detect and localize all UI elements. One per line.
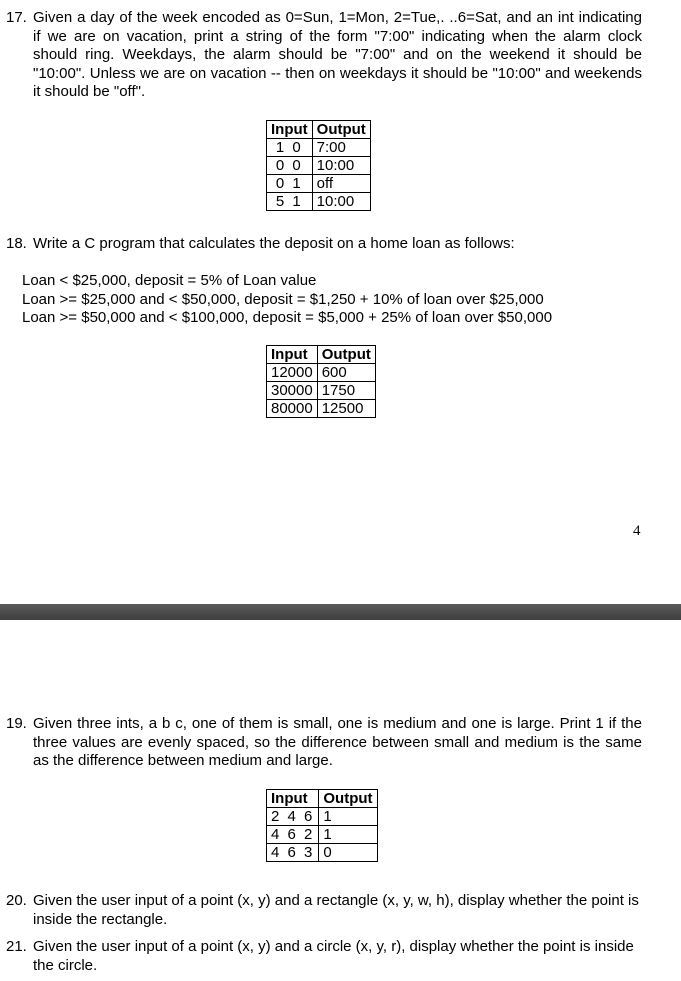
header-input: Input: [267, 790, 319, 808]
cell-input: 30000: [267, 382, 318, 400]
question-number: 19.: [6, 715, 27, 732]
header-input: Input: [267, 346, 318, 364]
table-header-row: [267, 346, 376, 364]
table-row: [267, 193, 371, 211]
cell-input: 4 6 2: [267, 826, 319, 844]
cell-input: 2 4 6: [267, 808, 319, 826]
table-row: [267, 826, 378, 844]
question-text: Write a C program that calculates the deposit on a home loan as follows:: [33, 235, 515, 252]
cell-input: 0 0: [267, 157, 313, 175]
cell-output: 1: [319, 808, 377, 826]
question-20: [6, 892, 642, 929]
table-row: [267, 157, 371, 175]
table-row: [267, 382, 376, 400]
table-header-row: [267, 790, 378, 808]
question-21: [6, 938, 642, 975]
cell-output: 12500: [317, 400, 375, 418]
cell-input: 5 1: [267, 193, 313, 211]
table-row: [267, 400, 376, 418]
question-number: 17.: [6, 9, 27, 26]
cell-input: 80000: [267, 400, 318, 418]
cell-output: off: [312, 175, 370, 193]
cell-output: 10:00: [312, 193, 370, 211]
loan-rule: Loan >= $25,000 and < $50,000, deposit = $1,250 + 10% of loan over $25,000: [22, 290, 544, 308]
table-row: [267, 175, 371, 193]
table-row: [267, 844, 378, 862]
cell-input: 0 1: [267, 175, 313, 193]
cell-output: 7:00: [312, 139, 370, 157]
table-row: [267, 808, 378, 826]
cell-input: 1 0: [267, 139, 313, 157]
header-output: Output: [312, 121, 370, 139]
question-text: Given the user input of a point (x, y) and a circle (x, y, r), display whether the point is inside the circle.: [33, 938, 634, 974]
cell-input: 4 6 3: [267, 844, 319, 862]
question-number: 20.: [6, 892, 27, 909]
question-18: [6, 235, 642, 254]
loan-rule: Loan < $25,000, deposit = 5% of Loan value: [22, 272, 317, 289]
cell-output: 1: [319, 826, 377, 844]
table-row: [267, 364, 376, 382]
question-17: [6, 9, 642, 102]
question-text: Given a day of the week encoded as 0=Sun, 1=Mon, 2=Tue,. ..6=Sat, and an int indicating if we are on vacation, print a string of the form "7:00" indicating when the alarm clock should ring. Weekdays, the alarm should be "7:00" and on the weekend it should be "10:00". Unless we are on vacation -- then on weekdays it should be "10:00" and weekends it should be "off".: [33, 9, 642, 100]
io-table-17: [266, 120, 371, 211]
cell-output: 10:00: [312, 157, 370, 175]
table-row: [267, 139, 371, 157]
question-text: Given three ints, a b c, one of them is small, one is medium and one is large. Print 1 if the three values are evenly spaced, so the difference between small and medium is the same as the difference between medium and large.: [33, 715, 642, 769]
header-output: Output: [317, 346, 375, 364]
header-input: Input: [267, 121, 313, 139]
cell-input: 12000: [267, 364, 318, 382]
table-header-row: [267, 121, 371, 139]
loan-rules: [22, 272, 552, 328]
cell-output: 600: [317, 364, 375, 382]
question-text: Given the user input of a point (x, y) and a rectangle (x, y, w, h), display whether the point is inside the rectangle.: [33, 892, 639, 928]
io-table-18: [266, 345, 376, 418]
loan-rule: Loan >= $50,000 and < $100,000, deposit = $5,000 + 25% of loan over $50,000: [22, 309, 553, 326]
header-output: Output: [319, 790, 377, 808]
page-separator: [0, 604, 681, 620]
question-number: 21.: [6, 938, 27, 955]
io-table-19: [266, 789, 378, 862]
question-19: [6, 715, 642, 771]
page-number: 4: [633, 523, 641, 539]
cell-output: 1750: [317, 382, 375, 400]
cell-output: 0: [319, 844, 377, 862]
question-number: 18.: [6, 235, 27, 252]
